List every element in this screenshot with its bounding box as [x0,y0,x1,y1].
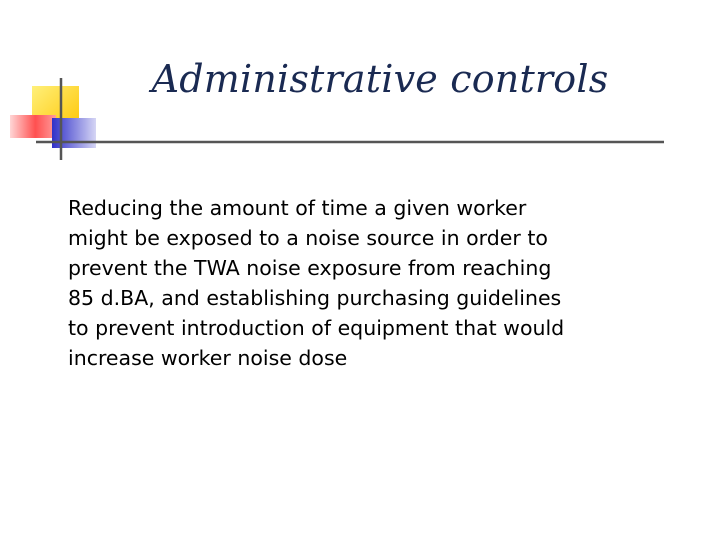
body-line: might be exposed to a noise source in order to [68,226,548,250]
body-line: to prevent introduction of equipment that would [68,316,565,340]
slide-body [68,193,708,373]
body-line: 85 d.BA, and establishing purchasing guidelines [68,286,562,310]
slide-title: Administrative controls [151,57,609,101]
blue-bar [52,118,96,148]
body-line: increase worker noise dose [68,346,348,370]
body-line: prevent the TWA noise exposure from reaching [68,256,552,280]
body-line: Reducing the amount of time a given worker [68,196,527,220]
red-bar [10,115,56,138]
